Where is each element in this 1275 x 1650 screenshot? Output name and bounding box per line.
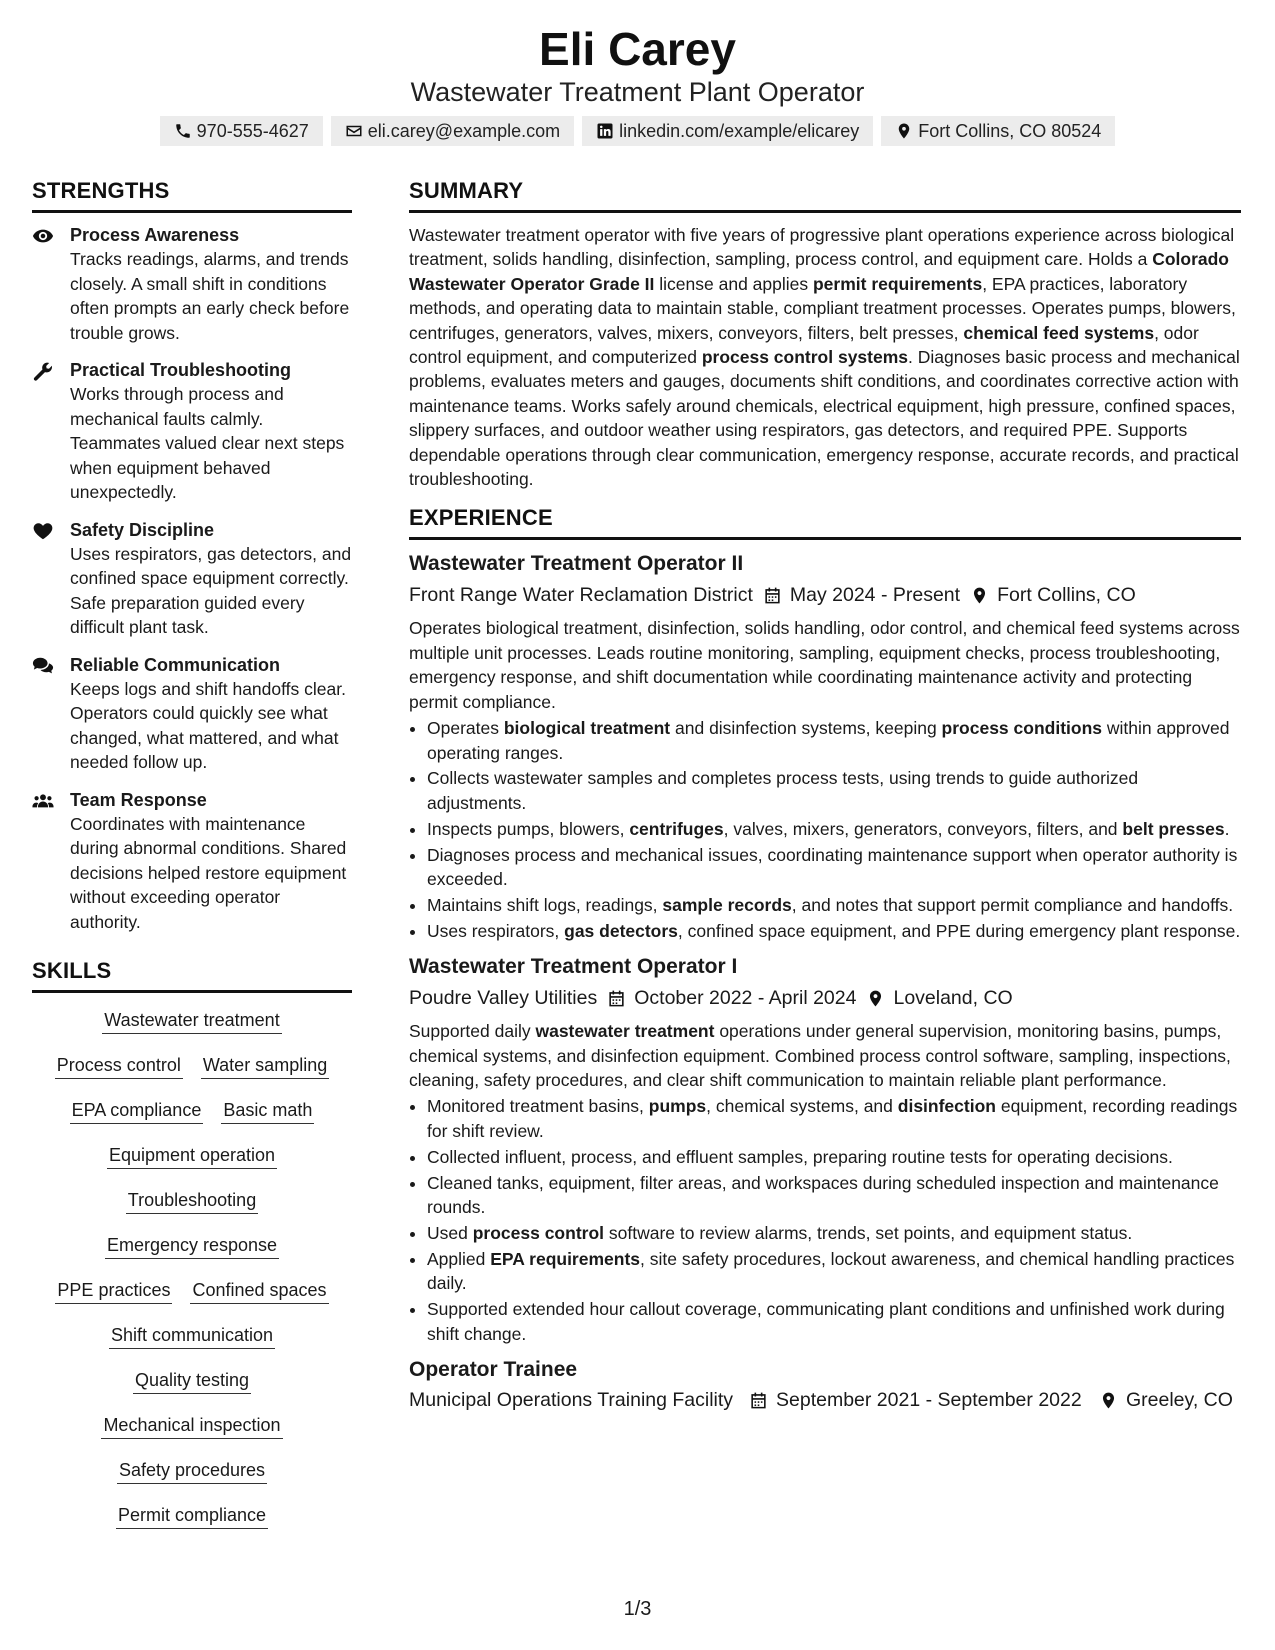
skill-row [32, 1277, 352, 1322]
skill-tag: PPE practices [55, 1277, 172, 1304]
bold-keyword: biological treatment [503, 718, 671, 739]
map-pin-icon [895, 122, 913, 140]
contact-linkedin[interactable] [582, 116, 873, 146]
text-run: Operates biological treatment, disinfection, solids handling, odor control, and chemical feed systems across multiple unit processes. Leads routine monitoring, sampling, equipment checks, process troubleshooting, emergency response, and shift documentation while coordinating maintenance activity and protecting permit compliance. [409, 618, 1240, 712]
text-run: Maintains shift logs, readings, [427, 894, 663, 915]
bold-keyword: belt presses [1122, 818, 1225, 839]
skills-heading: SKILLS [32, 958, 352, 993]
summary-text [409, 223, 1241, 491]
job-bullet [427, 893, 1241, 917]
calendar-icon [763, 586, 782, 605]
contact-email[interactable] [331, 116, 574, 146]
bold-keyword: EPA requirements [490, 1248, 641, 1269]
experience-heading: EXPERIENCE [409, 505, 1241, 540]
job-meta [409, 580, 1241, 610]
chat-bubbles-icon [32, 655, 54, 677]
left-column [32, 178, 352, 1547]
text-run: software to review alarms, trends, set points, and equipment status. [604, 1223, 1133, 1243]
strength-desc: Uses respirators, gas detectors, and confined space equipment correctly. Safe preparation guided every difficult plant task. [70, 543, 352, 637]
job-location: Loveland, CO [893, 987, 1013, 1010]
job-entry [409, 550, 1241, 943]
email-text: eli.carey@example.com [367, 121, 561, 141]
strength-item [32, 223, 352, 345]
skill-row [32, 1412, 352, 1457]
skill-tag: Safety procedures [117, 1457, 267, 1484]
text-run: Monitored treatment basins, [427, 1096, 649, 1117]
job-company: Poudre Valley Utilities [409, 987, 598, 1010]
text-run: Used [427, 1223, 473, 1243]
job-location: Greeley, CO [1126, 1389, 1233, 1412]
skill-row [32, 1232, 352, 1277]
text-run: Collected influent, process, and effluent samples, preparing routine tests for operating decisions. [427, 1146, 1173, 1167]
job-entry [409, 953, 1241, 1346]
job-description [409, 1019, 1241, 1092]
skill-tag: Quality testing [133, 1367, 251, 1394]
contact-phone[interactable] [160, 116, 323, 146]
strengths-heading: STRENGTHS [32, 178, 352, 213]
right-column [409, 178, 1241, 1412]
bold-keyword: permit requirements [812, 273, 983, 294]
strength-item [32, 358, 352, 505]
job-title: Operator Trainee [409, 1358, 578, 1382]
job-bullet [427, 1221, 1241, 1245]
text-run: Cleaned tanks, equipment, filter areas, and workspaces during scheduled inspection and maintenance rounds. [427, 1172, 1219, 1218]
summary-heading: SUMMARY [409, 178, 1241, 213]
job-location: Fort Collins, CO [997, 584, 1136, 607]
strength-title: Safety Discipline [70, 519, 215, 540]
skill-row [32, 1142, 352, 1187]
text-run: . Diagnoses basic process and mechanical problems, evaluates meters and gauges, documents shift conditions, and coordinates corrective action with maintenance teams. Works safely around chemicals, electrical equipment, high pressure, confined spaces, slippery surfaces, and outdoor weather using respirators, gas detectors, and required PPE. Supports dependable operations through clear communication, emergency response, accurate records, and practical troubleshooting. [409, 347, 1240, 490]
strength-item [32, 653, 352, 775]
job-bullets [409, 1094, 1241, 1346]
text-run: Diagnoses process and mechanical issues, coordinating maintenance support when operator authority is exceeded. [427, 844, 1238, 890]
eye-icon [32, 225, 54, 247]
strength-title: Practical Troubleshooting [70, 360, 292, 380]
candidate-title: Wastewater Treatment Plant Operator [410, 77, 865, 107]
text-run: , confined space equipment, and PPE during emergency plant response. [677, 920, 1241, 941]
page-number: 1/3 [623, 1598, 652, 1620]
text-run: , site safety procedures, lockout awareness, and chemical handling practices daily. [427, 1248, 1235, 1294]
text-run: Applied [427, 1248, 491, 1269]
text-run: license and applies [654, 273, 813, 294]
candidate-name: Eli Carey [539, 23, 736, 75]
text-run: , EPA practices, laboratory methods, and operating data to maintain stable, compliant treatment processes. Operates pumps, blowers, centrifuges, generators, valves, mixers, conveyors, filters, belt presses, [409, 273, 1236, 343]
bold-keyword: chemical feed systems [963, 322, 1155, 343]
skill-tag: Wastewater treatment [102, 1007, 281, 1034]
skill-tag: Mechanical inspection [101, 1412, 282, 1439]
job-bullet [427, 766, 1241, 815]
job-meta [409, 983, 1241, 1013]
skill-tag: EPA compliance [70, 1097, 204, 1124]
skill-tag: Emergency response [105, 1232, 279, 1259]
job-meta [409, 1388, 1241, 1412]
bold-keyword: process control systems [701, 347, 909, 368]
text-run: operations under general supervision, monitoring basins, pumps, chemical systems, and disinfection equipment. Combined process control software, sampling, inspections, cleaning, safety procedures, and clear shift communication to maintain reliable plant performance. [409, 1021, 1231, 1091]
linkedin-icon [596, 122, 614, 140]
skill-tag: Confined spaces [190, 1277, 328, 1304]
map-pin-icon [1099, 1391, 1118, 1410]
skill-tag: Water sampling [201, 1052, 329, 1079]
skill-row [32, 1097, 352, 1142]
text-run: . [1224, 818, 1230, 839]
heart-icon [32, 520, 54, 542]
phone-text: 970-555-4627 [196, 121, 309, 141]
skills-list [32, 1007, 352, 1547]
calendar-icon [607, 989, 626, 1008]
bold-keyword: disinfection [897, 1096, 996, 1117]
text-run: Supported daily [409, 1021, 536, 1042]
bold-keyword: centrifuges [629, 818, 724, 839]
job-entry [409, 1356, 1241, 1412]
strength-desc: Works through process and mechanical faults calmly. Teammates valued clear next steps when equipment behaved unexpectedly. [70, 384, 345, 502]
job-dates: September 2021 - September 2022 [776, 1389, 1082, 1412]
skill-tag: Shift communication [109, 1322, 275, 1349]
strength-desc: Keeps logs and shift handoffs clear. Operators could quickly see what changed, what mattered, and what needed follow up. [70, 678, 346, 772]
text-run: Wastewater treatment operator with five years of progressive plant operations experience across biological treatment, solids handling, disinfection, sampling, process control, and equipment care. Holds a [409, 225, 1235, 270]
bold-keyword: pumps [648, 1096, 707, 1117]
job-company: Front Range Water Reclamation District [409, 584, 753, 607]
bold-keyword: Colorado Wastewater Operator Grade II [409, 249, 1229, 294]
linkedin-text: linkedin.com/example/elicarey [619, 121, 860, 141]
skill-row [32, 1322, 352, 1367]
map-pin-icon [970, 586, 989, 605]
job-bullet [427, 1145, 1241, 1169]
phone-icon [174, 122, 192, 140]
strength-title: Process Awareness [70, 225, 240, 245]
envelope-icon [345, 122, 363, 140]
strength-desc: Tracks readings, alarms, and trends closely. A small shift in conditions often prompts an early check before trouble grows. [70, 249, 350, 343]
strength-item [32, 518, 352, 640]
text-run: Collects wastewater samples and completes process tests, using trends to guide authorized adjustments. [427, 768, 1139, 813]
location-text: Fort Collins, CO 80524 [918, 121, 1102, 141]
strength-desc: Coordinates with maintenance during abnormal conditions. Shared decisions helped restore equipment without exceeding operator authority. [70, 813, 347, 932]
bold-keyword: wastewater treatment [535, 1021, 715, 1042]
text-run: Supported extended hour callout coverage, communicating plant conditions and unfinished work during shift change. [427, 1299, 1225, 1344]
text-run: within approved operating ranges. [427, 718, 1230, 763]
job-bullet [427, 1094, 1241, 1143]
job-bullet [427, 817, 1241, 841]
job-bullet [427, 1297, 1241, 1346]
contact-bar [0, 116, 1275, 146]
skill-row [32, 1502, 352, 1547]
skill-row [32, 1367, 352, 1412]
team-icon [32, 790, 54, 812]
strength-title: Reliable Communication [70, 654, 281, 675]
job-bullet [427, 1171, 1241, 1220]
skill-row [32, 1007, 352, 1052]
job-title: Wastewater Treatment Operator II [409, 552, 744, 576]
wrench-icon [32, 360, 54, 382]
text-run: Uses respirators, [427, 920, 565, 941]
skill-tag: Basic math [221, 1097, 314, 1124]
skill-tag: Equipment operation [107, 1142, 277, 1169]
text-run: , and notes that support permit compliance and handoffs. [791, 894, 1234, 915]
job-dates: October 2022 - April 2024 [634, 987, 857, 1010]
job-bullet [427, 919, 1241, 943]
skill-row [32, 1187, 352, 1232]
job-description [409, 616, 1241, 714]
job-dates: May 2024 - Present [789, 584, 961, 607]
bold-keyword: process control [472, 1223, 605, 1243]
skill-tag: Process control [55, 1052, 183, 1079]
job-title: Wastewater Treatment Operator I [409, 955, 738, 979]
job-company: Municipal Operations Training Facility [409, 1389, 734, 1412]
strength-item [32, 788, 352, 935]
skill-row [32, 1052, 352, 1097]
text-run: , chemical systems, and [706, 1096, 898, 1117]
job-bullet [427, 843, 1241, 892]
text-run: Operates [427, 718, 504, 739]
contact-location[interactable] [881, 116, 1115, 146]
skill-tag: Troubleshooting [126, 1187, 258, 1214]
resume-header [0, 22, 1275, 146]
text-run: , valves, mixers, generators, conveyors, filters, and [723, 818, 1123, 839]
text-run: equipment, recording readings for shift review. [427, 1096, 1238, 1141]
job-bullets [409, 716, 1241, 943]
bold-keyword: sample records [662, 894, 792, 915]
skill-tag: Permit compliance [116, 1502, 268, 1529]
bold-keyword: gas detectors [564, 920, 678, 941]
job-bullet [427, 1247, 1241, 1296]
skill-row [32, 1457, 352, 1502]
map-pin-icon [866, 989, 885, 1008]
text-run: , odor control equipment, and computerized [409, 322, 1199, 368]
text-run: Inspects pumps, blowers, [427, 818, 630, 839]
text-run: and disinfection systems, keeping [670, 718, 942, 739]
job-bullet [427, 716, 1241, 765]
calendar-icon [749, 1391, 768, 1410]
bold-keyword: process conditions [941, 718, 1102, 739]
strength-title: Team Response [70, 789, 207, 810]
